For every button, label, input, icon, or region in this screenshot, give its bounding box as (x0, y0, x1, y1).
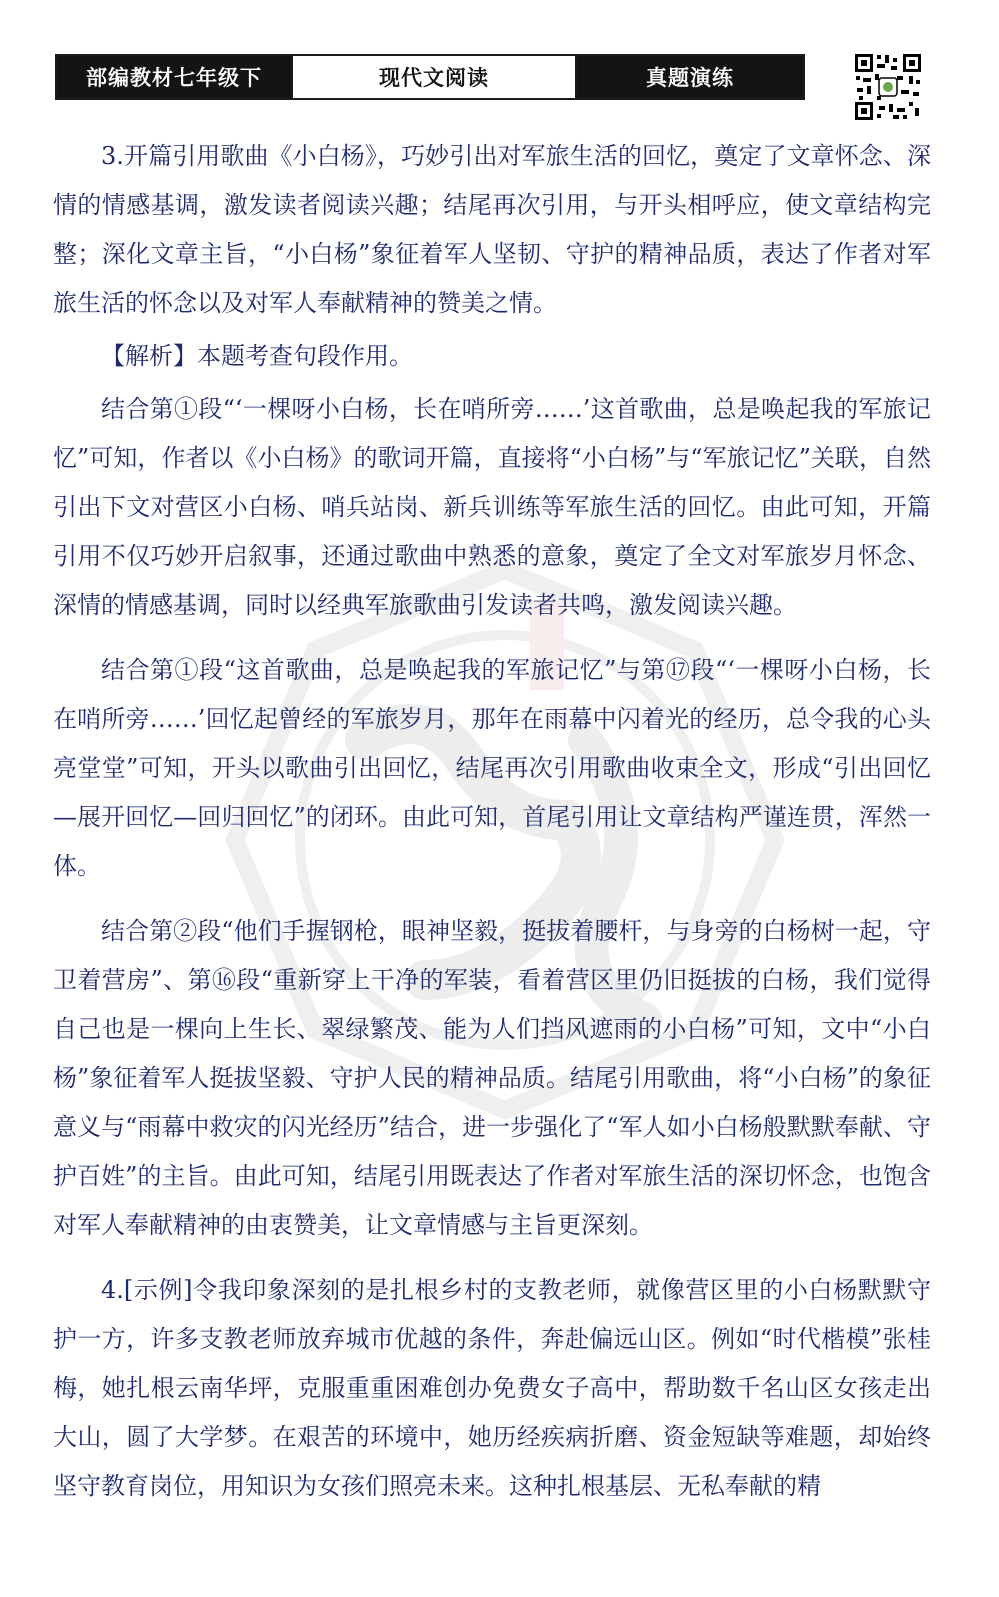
analysis-paragraph-2: 结合第①段“这首歌曲，总是唤起我的军旅记忆”与第⑰段“‘一棵呀小白杨，长在哨所旁……’回忆起曾经的军旅岁月，那年在雨幕中闪着光的经历，总令我的心头亮堂堂”可知，开头以歌曲引出回忆，结尾再次引用歌曲收束全文，形成“引出回忆—展开回忆—回归回忆”的闭环。由此可知，首尾引用让文章结构严谨连贯，浑然一体。 (53, 656, 931, 880)
header-subject-label: 现代文阅读 (291, 56, 577, 98)
page-header (55, 54, 805, 100)
header-section-label: 真题演练 (577, 56, 803, 98)
answer-paragraph-3: 3.开篇引用歌曲《小白杨》，巧妙引出对军旅生活的回忆，奠定了文章怀念、深情的情感基调，激发读者阅读兴趣；结尾再次引用，与开头相呼应，使文章结构完整；深化文章主旨，“小白杨”象征着军人坚韧、守护的精神品质，表达了作者对军旅生活的怀念以及对军人奉献精神的赞美之情。 (53, 142, 931, 317)
analysis-paragraph-1: 结合第①段“‘一棵呀小白杨，长在哨所旁……’这首歌曲，总是唤起我的军旅记忆”可知，作者以《小白杨》的歌词开篇，直接将“小白杨”与“军旅记忆”关联，自然引出下文对营区小白杨、哨兵站岗、新兵训练等军旅生活的回忆。由此可知，开篇引用不仅巧妙开启叙事，还通过歌曲中熟悉的意象，奠定了全文对军旅岁月怀念、深情的情感基调，同时以经典军旅歌曲引发读者共鸣，激发阅读兴趣。 (53, 395, 931, 619)
analysis-paragraph-3: 结合第②段“他们手握钢枪，眼神坚毅，挺拔着腰杆，与身旁的白杨树一起，守卫着营房”、第⑯段“重新穿上干净的军装，看着营区里仍旧挺拔的白杨，我们觉得自己也是一棵向上生长、翠绿繁茂、能为人们挡风遮雨的小白杨”可知，文中“小白杨”象征着军人挺拔坚毅、守护人民的精神品质。结尾引用歌曲，将“小白杨”的象征意义与“雨幕中救灾的闪光经历”结合，进一步强化了“军人如小白杨般默默奉献、守护百姓”的主旨。由此可知，结尾引用既表达了作者对军旅生活的深切怀念，也饱含对军人奉献精神的由衷赞美，让文章情感与主旨更深刻。 (53, 917, 931, 1239)
article-body (53, 132, 931, 1523)
header-grade-label: 部编教材七年级下 (57, 56, 291, 98)
answer-paragraph-4: 4.[示例]令我印象深刻的是扎根乡村的支教老师，就像营区里的小白杨默默守护一方，许多支教老师放弃城市优越的条件，奔赴偏远山区。例如“时代楷模”张桂梅，她扎根云南华坪，克服重重困难创办免费女子高中，帮助数千名山区女孩走出大山，圆了大学梦。在艰苦的环境中，她历经疾病折磨、资金短缺等难题，却始终坚守教育岗位，用知识为女孩们照亮未来。这种扎根基层、无私奉献的精 (53, 1276, 931, 1500)
qr-code-icon (853, 52, 923, 122)
analysis-heading: 【解析】本题考查句段作用。 (101, 342, 413, 370)
